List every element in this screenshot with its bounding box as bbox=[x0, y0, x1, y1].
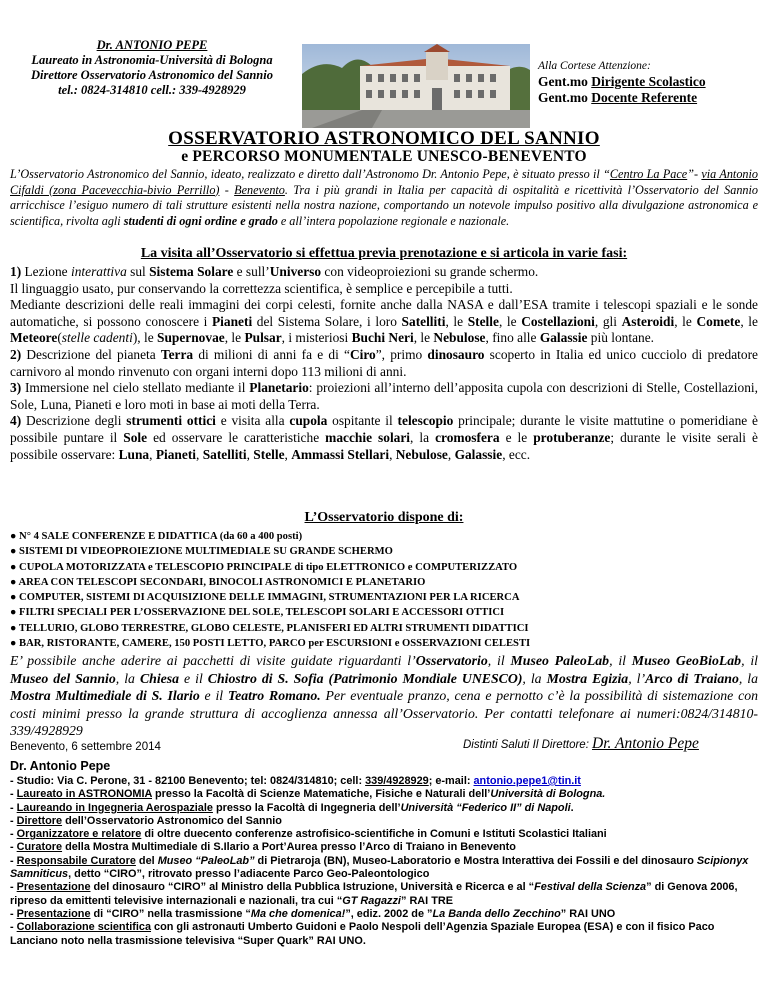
list-item: ● AREA CON TELESCOPI SECONDARI, BINOCOLI ASTRONOMICI E PLANETARIO bbox=[10, 576, 426, 588]
phase-3: 3) Immersione nel cielo stellato mediante il Planetario: proiezioni all’interno dell’apposita cupola con descrizioni di Stelle, Costellazioni, Sole, Luna, Pianeti e loro moti in base ai moti della Terra. bbox=[10, 380, 758, 412]
attention-label: Alla Cortese Attenzione: bbox=[538, 60, 651, 72]
sender-degree: Laureato in Astronomia-Università di Bologna bbox=[31, 53, 273, 67]
observatory-photo bbox=[302, 44, 530, 128]
list-item: - Presentazione di “CIRO” nella trasmissione “Ma che domenica!”, ediz. 2002 de ”La Banda dello Zecchino” RAI UNO bbox=[10, 907, 616, 920]
letterhead-sender bbox=[6, 38, 298, 98]
letterhead-recipients bbox=[538, 58, 764, 106]
phase-1-description: Mediante descrizioni delle reali immagini dei corpi celesti, fornite anche dalla NASA e dall’ESA tramite i telescopi spaziali e le sonde automatiche, si possono conoscere i Pianeti del Sistema Solare, i loro Satelliti, le Stelle, le Costellazioni, gli Asteroidi, le Comete, le Meteore(stelle cadenti), le Supernovae, le Pulsar, i misteriosi Buchi Neri, le Nebulose, fino alle Galassie più lontane. bbox=[10, 297, 758, 346]
director-signature: Dr. Antonio Pepe bbox=[592, 735, 699, 752]
list-item: ● TELLURIO, GLOBO TERRESTRE, GLOBO CELESTE, PLANISFERI ED ALTRI STRUMENTI DIDATTICI bbox=[10, 622, 529, 634]
intro-paragraph: L’Osservatorio Astronomico del Sannio, ideato, realizzato e diretto dall’Astronomo Dr. Antonio Pepe, è situato presso il “Centro La Pace”- via Antonio Cifaldi (zona Pacevecchia-bivio Perrillo) - Benevento. Tra i più grandi in Italia per capacità di ospitalità e ricettività l’Osservatorio del Sannio arricchisce l’esiguo numero di tali strutture esistenti nella nostra nazione, comportando un notevole impulso positivo alla divulgazione astronomica e scientifica, rivolta agli studenti di ogni ordine e grado e all’intera popolazione regionale e nazionale. bbox=[10, 167, 759, 228]
list-item: ● CUPOLA MOTORIZZATA e TELESCOPIO PRINCIPALE di tipo ELETTRONICO e COMPUTERIZZATO bbox=[10, 561, 518, 573]
list-item: ● SISTEMI DI VIDEOPROIEZIONE MULTIMEDIALE SU GRANDE SCHERMO bbox=[10, 546, 393, 558]
recipient-docente: Gent.mo Docente Referente bbox=[538, 90, 698, 105]
list-item: - Curatore della Mostra Multimediale di S.Ilario a Port’Aurea presso l’Arco di Traiano in Benevento bbox=[10, 841, 516, 854]
greeting: Distinti Saluti Il Direttore: bbox=[463, 739, 589, 751]
list-item: - Organizzatore e relatore di oltre duecento conferenze astrofisico-scientifiche in Comuni e Istituti Scolastici Italiani bbox=[10, 828, 607, 841]
cv-heading: Dr. Antonio Pepe bbox=[10, 759, 111, 773]
cv-list bbox=[10, 775, 762, 948]
phase-1: 1) Lezione interattiva sul Sistema Solare e sull’Universo con videoproiezioni su grande schermo. bbox=[10, 264, 539, 279]
visit-heading: La visita all’Osservatorio si effettua previa prenotazione e si articola in varie fasi: bbox=[140, 246, 628, 261]
list-item: ● COMPUTER, SISTEMI DI ACQUISIZIONE DELLE IMMAGINI, STRUMENTAZIONI PER LA RICERCA bbox=[10, 592, 520, 604]
page-title: OSSERVATORIO ASTRONOMICO DEL SANNIO bbox=[168, 128, 600, 149]
phase-1-language: Il linguaggio usato, pur conservando la correttezza scientifica, è semplice e percepibile a tutti. bbox=[10, 280, 513, 296]
list-item: - Responsabile Curatore del Museo “PaleoLab” di Pietraroja (BN), Museo-Laboratorio e Mostra Interattiva dei Fossili e del dinosauro Scipionyx Samniticus, detto “CIRO”, ritrovato presso l’adiacente Parco Geo-Paleontologico bbox=[10, 854, 749, 881]
list-item: - Presentazione del dinosauro “CIRO” al Ministro della Pubblica Istruzione, Università e Ricerca e al “Festival della Scienza” di Genova 2006, ripreso da emittenti televisive internazionali e nazionali, tra cui “GT Ragazzi” RAI TRE bbox=[10, 881, 738, 907]
recipient-dirigente: Gent.mo Dirigente Scolastico bbox=[538, 74, 706, 89]
letter-date: Benevento, 6 settembre 2014 bbox=[10, 741, 161, 753]
facilities-heading: L’Osservatorio dispone di: bbox=[304, 510, 464, 525]
facilities-list bbox=[10, 529, 760, 651]
visit-phases bbox=[10, 264, 758, 463]
sender-phones: tel.: 0824-314810 cell.: 339-4928929 bbox=[58, 83, 246, 97]
list-item: ● BAR, RISTORANTE, CAMERE, 150 POSTI LETTO, PARCO per ESCURSIONI e OSSERVAZIONI CELESTI bbox=[10, 638, 531, 650]
email-link[interactable]: antonio.pepe1@tin.it bbox=[473, 775, 581, 787]
packages-paragraph: E’ possibile anche aderire ai pacchetti di visite guidate riguardanti l’Osservatorio, il Museo PaleoLab, il Museo GeoBioLab, il Museo del Sannio, la Chiesa e il Chiostro di S. Sofia (Patrimonio Mondiale UNESCO), la Mostra Egizia, l’Arco di Traiano, la Mostra Multimediale di S. Ilario e il Teatro Romano. Per eventuale pranzo, cena e pernotto c’è la possibilità di sistemazione con costi minimi presso la grande struttura di accoglienza annessa all’Osservatorio. Per contatti telefonare ai numeri:0824/314810-339/4928929 bbox=[10, 653, 758, 738]
page-subtitle: e PERCORSO MONUMENTALE UNESCO-BENEVENTO bbox=[181, 148, 587, 165]
list-item: - Collaborazione scientifica con gli astronauti Umberto Guidoni e Paolo Nespoli dell’Agenzia Spaziale Europea (ESA) e con il fisico Paco Lanciano noto nella trasmissione televisiva “Super Quark” RAI UNO. bbox=[10, 921, 715, 947]
phase-4: 4) Descrizione degli strumenti ottici e visita alla cupola ospitante il telescopio principale; durante le visite mattutine o pomeridiane è possibile puntare il Sole ed osservare le caratteristiche macchie solari, la cromosfera e le protuberanze; durante le visite serali è possibile osservare: Luna, Pianeti, Satelliti, Stelle, Ammassi Stellari, Nebulose, Galassie, ecc. bbox=[10, 413, 758, 462]
phase-2: 2) Descrizione del pianeta Terra di milioni di anni fa e di “Ciro”, primo dinosauro scoperto in Italia ed unico cucciolo di predatore carnivoro al mondo rinvenuto con organi interni dopo 113 milioni di anni. bbox=[10, 346, 758, 379]
list-item: ● FILTRI SPECIALI PER L’OSSERVAZIONE DEL SOLE, TELESCOPI SOLARI E ACCESSORI OTTICI bbox=[10, 607, 505, 619]
list-item: - Laureando in Ingegneria Aerospaziale presso la Facoltà di Ingegneria dell’Università “Federico II” di Napoli. bbox=[10, 801, 574, 814]
list-item: - Direttore dell’Osservatorio Astronomico del Sannio bbox=[10, 814, 282, 827]
sender-role: Direttore Osservatorio Astronomico del Sannio bbox=[31, 68, 273, 82]
list-item: - Studio: Via C. Perone, 31 - 82100 Benevento; tel: 0824/314810; cell: 339/4928929; e-mail: antonio.pepe1@tin.it bbox=[10, 775, 581, 787]
sender-name: Dr. ANTONIO PEPE bbox=[96, 38, 208, 52]
list-item: ● N° 4 SALE CONFERENZE E DIDATTICA (da 60 a 400 posti) bbox=[10, 531, 303, 542]
list-item: - Laureato in ASTRONOMIA presso la Facoltà di Scienze Matematiche, Fisiche e Naturali dell’Università di Bologna. bbox=[10, 788, 606, 801]
